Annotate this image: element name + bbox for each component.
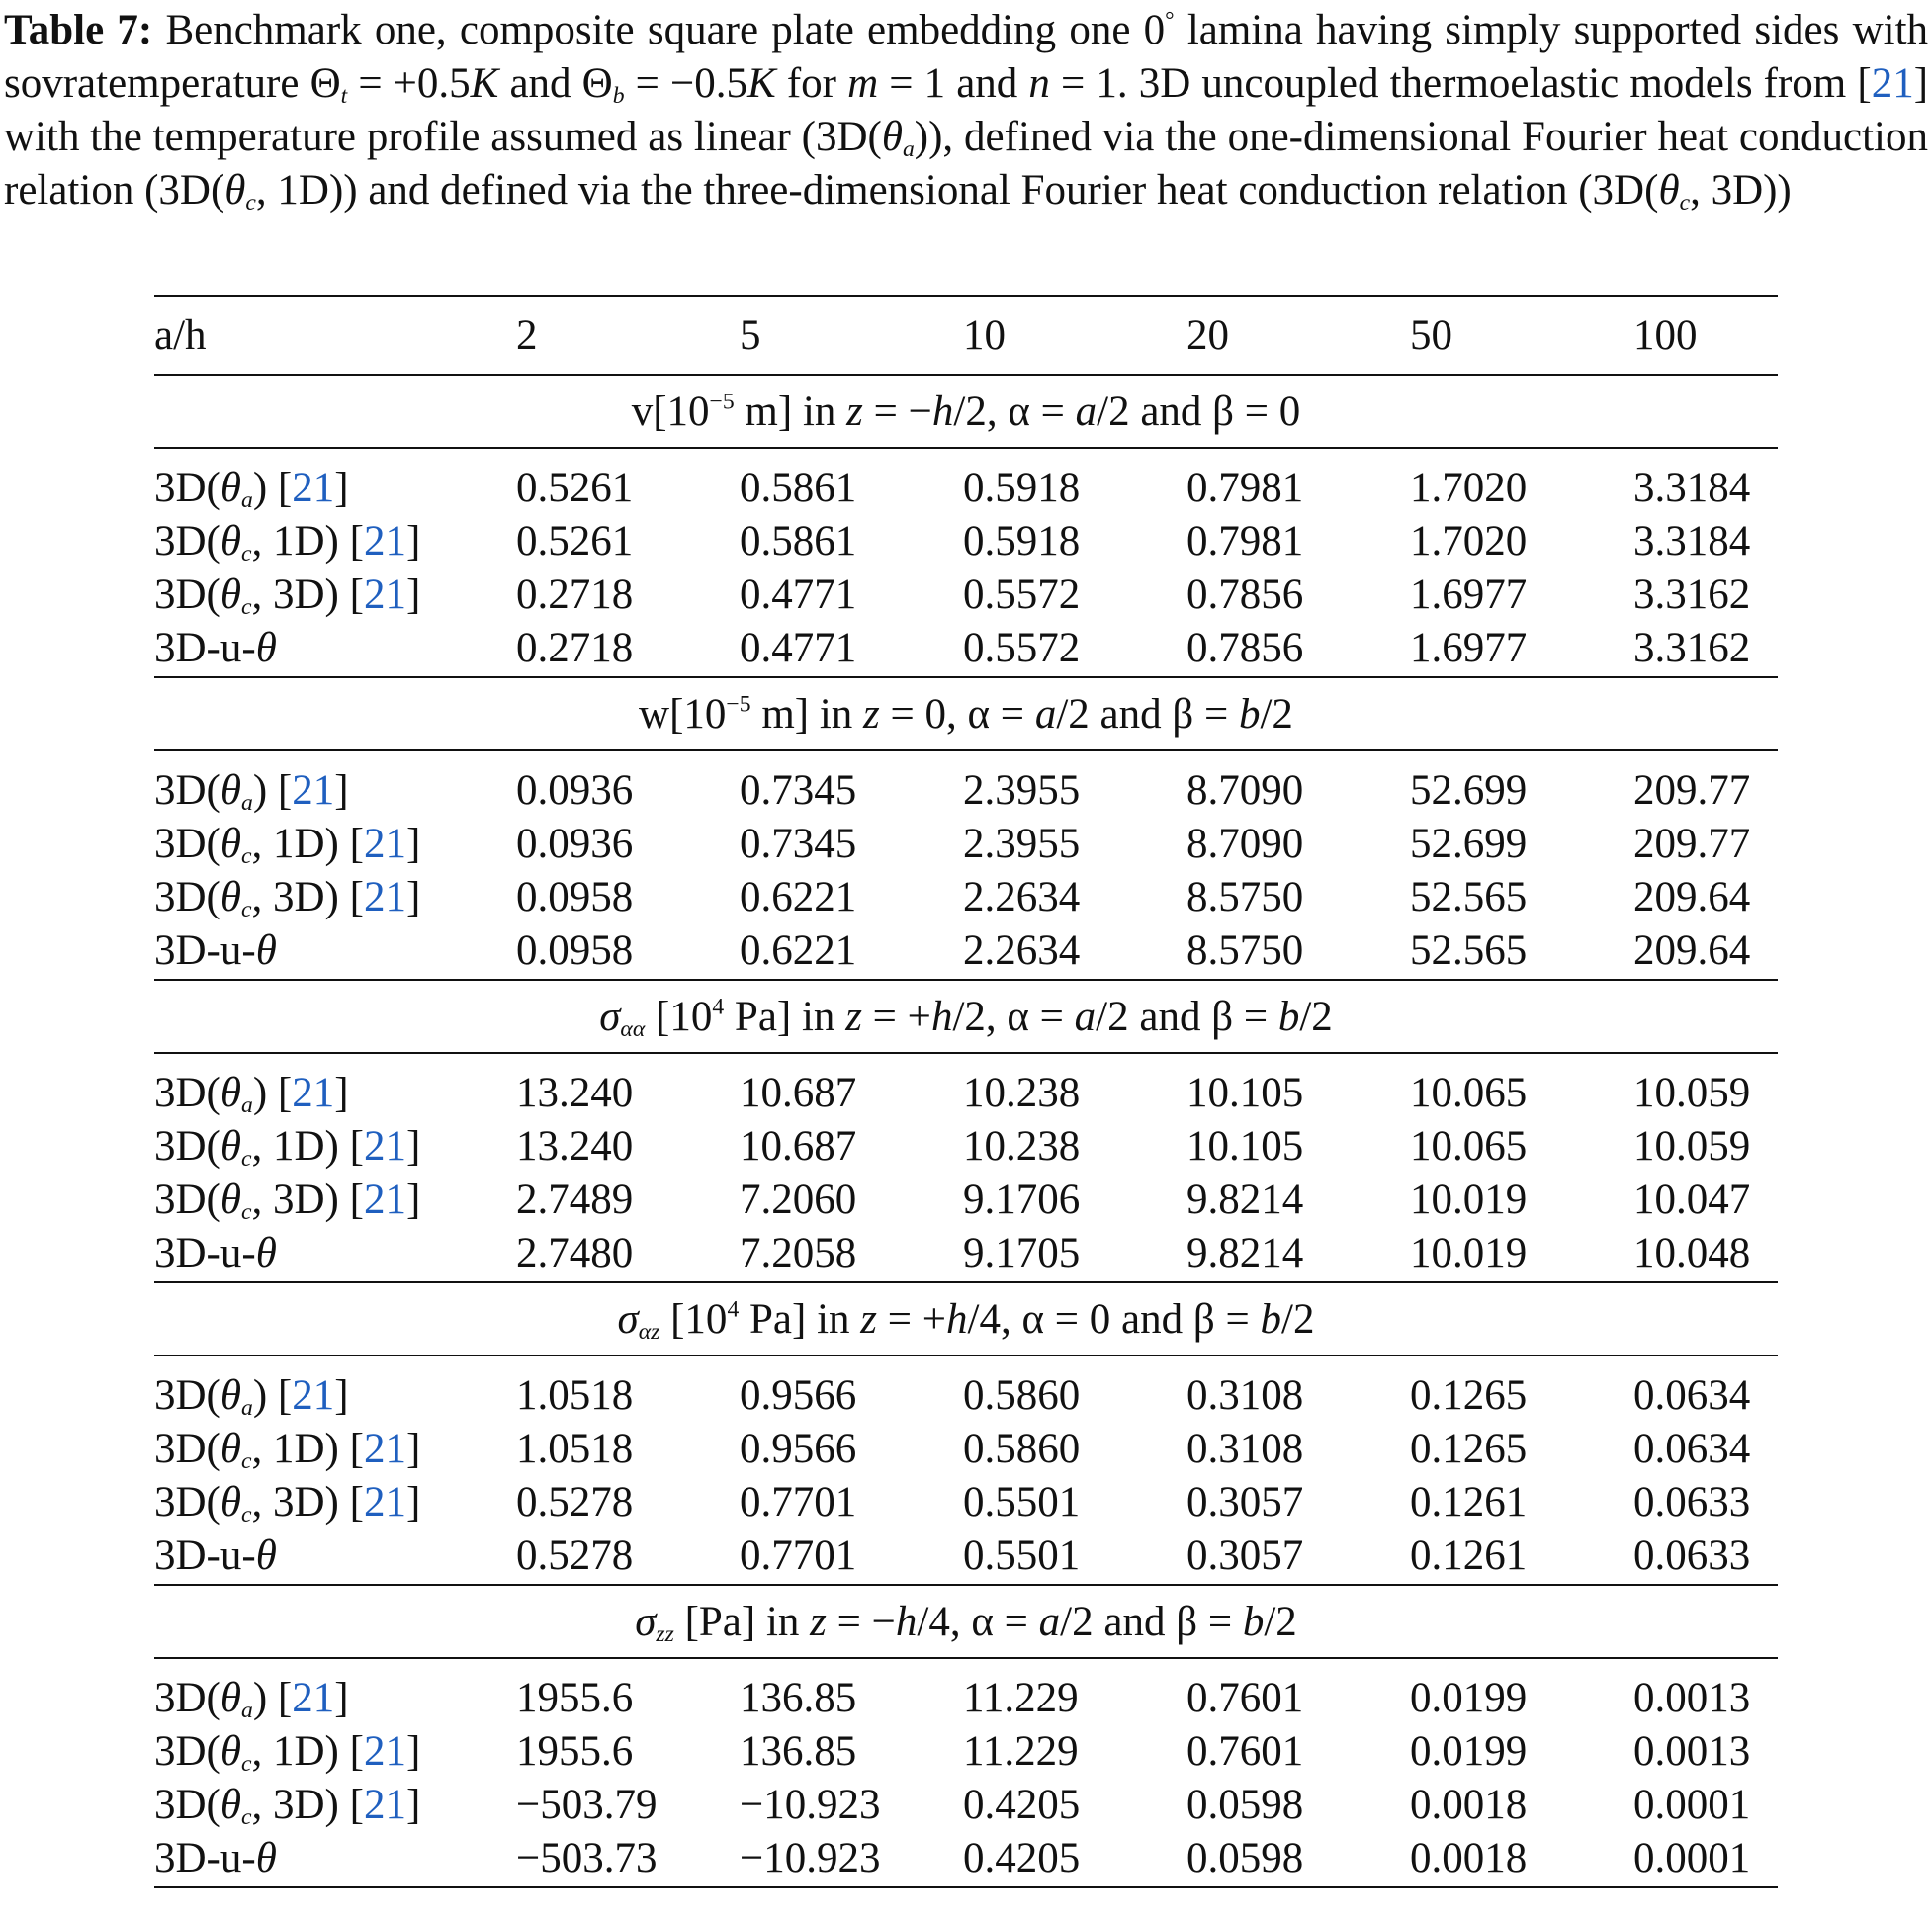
table-cell: 0.0199 — [1410, 1674, 1528, 1721]
table-cell: 0.5861 — [740, 517, 857, 565]
table-cell: 1.0518 — [516, 1371, 634, 1419]
table-cell: −503.79 — [516, 1781, 658, 1828]
header-cell: a/h — [154, 296, 516, 375]
table-cell: 10.065 — [1410, 1069, 1528, 1116]
table-cell: −503.73 — [516, 1831, 740, 1887]
row-label: $3D(\theta_c$, 1D) [21] — [154, 1425, 421, 1474]
table-cell: 0.6221 — [740, 873, 857, 920]
table-row — [154, 1356, 1778, 1422]
citation-link[interactable]: 21 — [363, 1122, 406, 1170]
row-label: $3D(\theta_c$, 3D) [21] — [154, 1176, 421, 1225]
table-cell: 2.7489 — [516, 1176, 634, 1223]
row-label: $3D(\theta_c$, 3D) [21] — [154, 570, 421, 620]
table-row — [154, 1778, 1778, 1831]
table-cell: 0.0598 — [1186, 1781, 1304, 1828]
table-cell: 52.699 — [1410, 766, 1528, 814]
table-cell: 209.77 — [1633, 820, 1751, 867]
citation-link[interactable]: 21 — [292, 766, 335, 814]
table-cell: 209.64 — [1633, 873, 1751, 920]
table-cell: 10.238 — [963, 1069, 1081, 1116]
section-title-row — [154, 375, 1778, 448]
table-cell: 10.019 — [1410, 1176, 1528, 1223]
table-cell: 2.7480 — [516, 1226, 740, 1282]
table-cell: 1955.6 — [516, 1727, 634, 1775]
table-row — [154, 1724, 1778, 1778]
table-cell: 2.2634 — [963, 923, 1186, 980]
section-title: $v[10^{-5}$ m] in z = −h/2, α = a/2 and β = 0 — [154, 375, 1778, 448]
table-cell: 0.5860 — [963, 1425, 1081, 1472]
citation-link[interactable]: 21 — [292, 1371, 335, 1419]
table-cell: 0.7345 — [740, 820, 857, 867]
table-cell: 3.3184 — [1633, 464, 1751, 511]
table-cell: 0.4771 — [740, 621, 963, 677]
header-cell: 5 — [740, 296, 963, 375]
table-cell: 1.7020 — [1410, 464, 1528, 511]
table-cell: 0.0958 — [516, 923, 740, 980]
header-cell: 100 — [1633, 296, 1778, 375]
section-title-row — [154, 980, 1778, 1053]
row-label: 3D-u-θ — [154, 621, 516, 677]
table-cell: 0.7601 — [1186, 1727, 1304, 1775]
table-cell: 0.3108 — [1186, 1371, 1304, 1419]
citation-link[interactable]: 21 — [292, 464, 335, 511]
table-cell: 0.2718 — [516, 621, 740, 677]
citation-link[interactable]: 21 — [363, 1727, 406, 1775]
row-label: 3D-u-θ — [154, 923, 516, 980]
table-cell: 0.3057 — [1186, 1529, 1410, 1585]
citation-link[interactable]: 21 — [363, 1176, 406, 1223]
row-label: $3D(\theta_c$, 3D) [21] — [154, 873, 421, 922]
table-row — [154, 870, 1778, 923]
table-row — [154, 1173, 1778, 1226]
table-row — [154, 448, 1778, 514]
table-cell: 8.7090 — [1186, 766, 1304, 814]
table-cell: 0.5918 — [963, 464, 1081, 511]
section-title: $\sigma_{\alpha\alpha}$ [$10^4$ Pa] in z = +h/2, α = a/2 and β = b/2 — [154, 980, 1778, 1053]
table-row — [154, 568, 1778, 621]
citation-link[interactable]: 21 — [363, 1425, 406, 1472]
table-row — [154, 514, 1778, 568]
table-cell: 0.7856 — [1186, 570, 1304, 618]
table-cell: 0.0013 — [1633, 1727, 1751, 1775]
table-cell: 0.0958 — [516, 873, 634, 920]
table-cell: 0.5278 — [516, 1478, 634, 1526]
citation-link[interactable]: 21 — [363, 517, 406, 565]
row-label: $3D(\theta_c$, 1D) [21] — [154, 820, 421, 869]
section-title-row — [154, 1282, 1778, 1356]
table-row — [154, 1053, 1778, 1119]
row-label: $3D(\theta_a)$ [21] — [154, 1674, 349, 1723]
table-cell: 9.1705 — [963, 1226, 1186, 1282]
table-cell: 0.1265 — [1410, 1371, 1528, 1419]
table-cell: 0.9566 — [740, 1371, 857, 1419]
table-cell: 136.85 — [740, 1674, 857, 1721]
caption-label: Table 7: — [4, 7, 153, 53]
citation-link[interactable]: 21 — [292, 1674, 335, 1721]
table-cell: 0.1265 — [1410, 1425, 1528, 1472]
table-cell: 0.7601 — [1186, 1674, 1304, 1721]
row-label: $3D(\theta_c$, 1D) [21] — [154, 1727, 421, 1777]
table-cell: 2.2634 — [963, 873, 1081, 920]
table-cell: 0.4205 — [963, 1781, 1081, 1828]
table-cell: 3.3162 — [1633, 570, 1751, 618]
table-cell: 13.240 — [516, 1069, 634, 1116]
table-cell: 10.238 — [963, 1122, 1081, 1170]
table-cell: 2.3955 — [963, 766, 1081, 814]
table-cell: 0.0018 — [1410, 1831, 1633, 1887]
table-cell: 1955.6 — [516, 1674, 634, 1721]
table-cell: 0.2718 — [516, 570, 634, 618]
table-cell: 1.0518 — [516, 1425, 634, 1472]
table-row — [154, 1831, 1778, 1887]
table-cell: 209.64 — [1633, 923, 1778, 980]
table-row — [154, 621, 1778, 677]
table-cell: 13.240 — [516, 1122, 634, 1170]
table-cell: 0.0199 — [1410, 1727, 1528, 1775]
table-cell: 0.3057 — [1186, 1478, 1304, 1526]
header-cell: 50 — [1410, 296, 1633, 375]
row-label: 3D-u-θ — [154, 1226, 516, 1282]
table-cell: 8.7090 — [1186, 820, 1304, 867]
row-label: $3D(\theta_a)$ [21] — [154, 1069, 349, 1118]
table-cell: 7.2058 — [740, 1226, 963, 1282]
table-cell: 9.8214 — [1186, 1176, 1304, 1223]
table-cell: 3.3184 — [1633, 517, 1751, 565]
section-title: $\sigma_{zz}$ [Pa] in z = −h/4, α = a/2 and β = b/2 — [154, 1585, 1778, 1658]
table-cell: 7.2060 — [740, 1176, 857, 1223]
citation-link[interactable]: 21 — [363, 1478, 406, 1526]
table-row — [154, 1119, 1778, 1173]
citation-link[interactable]: 21 — [363, 1781, 406, 1828]
table-row — [154, 750, 1778, 817]
row-label: $3D(\theta_c$, 3D) [21] — [154, 1781, 421, 1830]
table-cell: 0.5501 — [963, 1529, 1186, 1585]
table-cell: 136.85 — [740, 1727, 857, 1775]
citation-link[interactable]: 21 — [363, 570, 406, 618]
table-cell: 0.0633 — [1633, 1529, 1778, 1585]
table-cell: 8.5750 — [1186, 923, 1410, 980]
row-label: $3D(\theta_c$, 1D) [21] — [154, 1122, 421, 1172]
table-cell: 0.7856 — [1186, 621, 1410, 677]
table-cell: 0.0001 — [1633, 1781, 1751, 1828]
table-caption: Table 7: Benchmark one, composite square plate embedding one 0° lamina having simply supported sides with sovratemperature $\Theta_t = +0.5K$ and $\Theta_b = -0.5K$ for m = 1 and n = 1. 3D uncoupled thermoelastic models from [21] with the temperature profile assumed as linear $(3D(\theta_a))$, defined via the one-dimensional Fourier heat conduction relation ($3D(\theta_c$, 1D)) and defined via the three-dimensional Fourier heat conduction relation ($3D(\theta_c$, 3D)) — [4, 7, 1929, 216]
table-cell: 52.699 — [1410, 820, 1528, 867]
table-row — [154, 1658, 1778, 1724]
table-cell: 0.7345 — [740, 766, 857, 814]
citation-link[interactable]: 21 — [1871, 60, 1914, 107]
table-cell: 1.6977 — [1410, 570, 1528, 618]
citation-link[interactable]: 21 — [363, 873, 406, 920]
header-cell: 20 — [1186, 296, 1410, 375]
table-cell: 52.565 — [1410, 873, 1528, 920]
section-title-row — [154, 1585, 1778, 1658]
table-row — [154, 1226, 1778, 1282]
header-cell: 10 — [963, 296, 1186, 375]
table-cell: 0.7701 — [740, 1478, 857, 1526]
table-cell: 1.6977 — [1410, 621, 1633, 677]
row-label: $3D(\theta_c$, 3D) [21] — [154, 1478, 421, 1528]
table-header — [154, 296, 1778, 375]
table-cell: 10.019 — [1410, 1226, 1633, 1282]
table-cell: 10.687 — [740, 1069, 857, 1116]
table-cell: 0.3108 — [1186, 1425, 1304, 1472]
table-cell: 0.4771 — [740, 570, 857, 618]
table-cell: 1.7020 — [1410, 517, 1528, 565]
table-cell: 0.1261 — [1410, 1529, 1633, 1585]
table-cell: 0.0936 — [516, 766, 634, 814]
table-cell: 10.047 — [1633, 1176, 1751, 1223]
table-cell: 0.1261 — [1410, 1478, 1528, 1526]
table-cell: 0.0633 — [1633, 1478, 1751, 1526]
citation-link[interactable]: 21 — [363, 820, 406, 867]
row-label: 3D-u-θ — [154, 1831, 516, 1887]
results-table — [154, 295, 1778, 1888]
table-body — [154, 375, 1778, 1887]
citation-link[interactable]: 21 — [292, 1069, 335, 1116]
table-cell: 10.105 — [1186, 1069, 1304, 1116]
section-title-row — [154, 677, 1778, 750]
table-cell: 8.5750 — [1186, 873, 1304, 920]
row-label: $3D(\theta_c$, 1D) [21] — [154, 517, 421, 567]
table-cell: 0.7981 — [1186, 517, 1304, 565]
table-cell: 9.1706 — [963, 1176, 1081, 1223]
row-label: $3D(\theta_a)$ [21] — [154, 766, 349, 816]
table-row — [154, 817, 1778, 870]
table-cell: 10.687 — [740, 1122, 857, 1170]
table-cell: 0.5261 — [516, 517, 634, 565]
table-cell: 9.8214 — [1186, 1226, 1410, 1282]
table-cell: 10.065 — [1410, 1122, 1528, 1170]
table-cell: 0.0936 — [516, 820, 634, 867]
table-cell: 0.0634 — [1633, 1371, 1751, 1419]
table-cell: 10.048 — [1633, 1226, 1778, 1282]
row-label: $3D(\theta_a)$ [21] — [154, 464, 349, 513]
table-cell: 0.7701 — [740, 1529, 963, 1585]
table-cell: 10.105 — [1186, 1122, 1304, 1170]
table-cell: 10.059 — [1633, 1069, 1751, 1116]
table-cell: 0.5501 — [963, 1478, 1081, 1526]
table-cell: 0.0018 — [1410, 1781, 1528, 1828]
section-title: $\sigma_{\alpha z}$ [$10^4$ Pa] in z = +h/4, α = 0 and β = b/2 — [154, 1282, 1778, 1356]
table-cell: 2.3955 — [963, 820, 1081, 867]
table-cell: 0.5860 — [963, 1371, 1081, 1419]
table-cell: 11.229 — [963, 1727, 1079, 1775]
table-cell: 0.0598 — [1186, 1831, 1410, 1887]
table-row — [154, 1529, 1778, 1585]
table-cell: 0.0634 — [1633, 1425, 1751, 1472]
table-cell: 0.6221 — [740, 923, 963, 980]
row-label: $3D(\theta_a)$ [21] — [154, 1371, 349, 1421]
table-cell: 52.565 — [1410, 923, 1633, 980]
table-cell: −10.923 — [740, 1781, 881, 1828]
table-cell: 209.77 — [1633, 766, 1751, 814]
header-cell: 2 — [516, 296, 740, 375]
table-row — [154, 1475, 1778, 1529]
section-title: $w[10^{-5}$ m] in z = 0, α = a/2 and β = b/2 — [154, 677, 1778, 750]
table-cell: 0.0001 — [1633, 1831, 1778, 1887]
table-cell: 0.7981 — [1186, 464, 1304, 511]
table-cell: 0.9566 — [740, 1425, 857, 1472]
table-cell: 0.4205 — [963, 1831, 1186, 1887]
table-cell: 0.5278 — [516, 1529, 740, 1585]
table-cell: 0.5261 — [516, 464, 634, 511]
table-cell: 0.5572 — [963, 621, 1186, 677]
table-cell: 3.3162 — [1633, 621, 1778, 677]
table-row — [154, 923, 1778, 980]
table-row — [154, 1422, 1778, 1475]
row-label: 3D-u-θ — [154, 1529, 516, 1585]
table-cell: 0.5861 — [740, 464, 857, 511]
table-cell: −10.923 — [740, 1831, 963, 1887]
table-cell: 0.5918 — [963, 517, 1081, 565]
table-cell: 0.0013 — [1633, 1674, 1751, 1721]
table-cell: 0.5572 — [963, 570, 1081, 618]
table-cell: 10.059 — [1633, 1122, 1751, 1170]
table-cell: 11.229 — [963, 1674, 1079, 1721]
